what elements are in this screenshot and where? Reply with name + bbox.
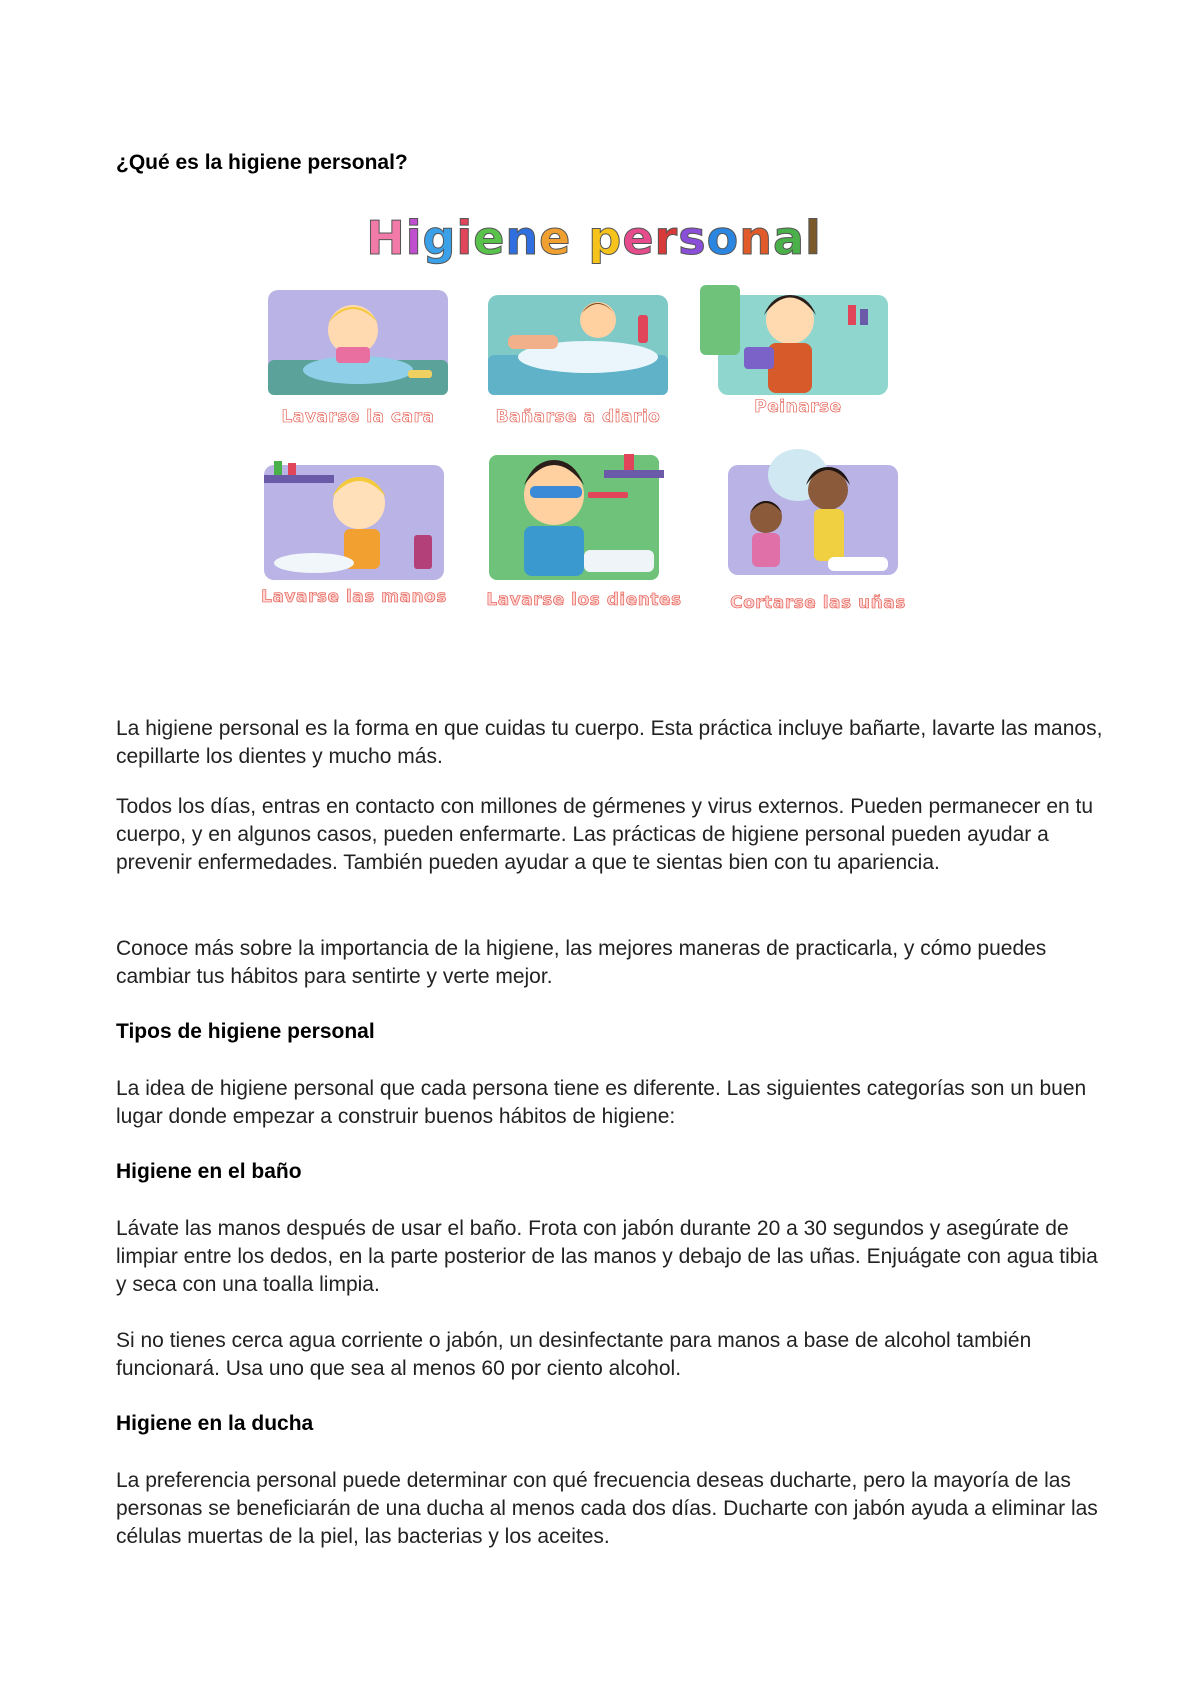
title-letter: e	[473, 211, 506, 265]
shower-paragraph: La preferencia personal puede determinar con qué frecuencia deseas ducharte, pero la mayoría de las personas se beneficiarán de una ducha al menos cada dos días. Ducharte con jabón ayuda a eliminar las células muertas de la piel, las bacterias y los aceites.	[116, 1469, 1098, 1548]
teeth-brushing-icon	[484, 440, 684, 585]
intro-paragraph-3: Conoce más sobre la importancia de la higiene, las mejores maneras de practicarla, y cómo puedes cambiar tus hábitos para sentirte y verte mejor.	[116, 937, 1047, 988]
panel-bathing	[478, 285, 678, 427]
heading-shower: Higiene en la ducha	[116, 1412, 314, 1435]
hygiene-illustration	[234, 205, 944, 645]
bath-paragraph-2: Si no tienes cerca agua corriente o jabón, un desinfectante para manos a base de alcohol también funcionará. Usa uno que sea al menos 60 por ciento alcohol.	[116, 1329, 1032, 1380]
caption-bath: Bañarse a diario	[495, 407, 661, 427]
heading-bath: Higiene en el baño	[116, 1160, 302, 1183]
title-letter: i	[405, 211, 423, 265]
title-letter: o	[706, 211, 740, 265]
title-letter: l	[805, 211, 822, 265]
caption-nails: Cortarse las uñas	[730, 593, 906, 613]
caption-face: Lavarse la cara	[281, 407, 435, 427]
intro-paragraph-2: Todos los días, entras en contacto con millones de gérmenes y virus externos. Pueden permanecer en tu cuerpo, y en algunos casos, pueden enfermarte. Las prácticas de higiene personal pueden ayudar a prevenir enfermedades. También pueden ayudar a que te sientas bien con tu apariencia.	[116, 795, 1094, 874]
illustration-title	[354, 209, 834, 267]
title-letter: e	[622, 211, 655, 265]
title-letter: n	[505, 211, 540, 265]
face-washing-icon	[258, 285, 458, 405]
heading-types: Tipos de higiene personal	[116, 1020, 375, 1043]
bath-paragraph-1: Lávate las manos después de usar el baño. Frota con jabón durante 20 a 30 segundos y asegúrate de limpiar entre los dedos, en la parte posterior de las manos y debajo de las uñas. Enjuágate con agua tibia y seca con una toalla limpia.	[116, 1217, 1098, 1296]
title-letter: n	[739, 211, 773, 265]
title-letter: H	[366, 211, 406, 265]
types-paragraph: La idea de higiene personal que cada persona tiene es diferente. Las siguientes categorías son un buen lugar donde empezar a construir buenos hábitos de higiene:	[116, 1077, 1087, 1128]
intro-paragraph-1: La higiene personal es la forma en que cuidas tu cuerpo. Esta práctica incluye bañarte, lavarte las manos, cepillarte los dientes y mucho más.	[116, 717, 1103, 768]
panel-hair-combing	[698, 275, 898, 417]
title-letter: e	[539, 211, 572, 265]
title-letter: a	[772, 211, 805, 265]
panel-nail-cutting	[718, 445, 918, 613]
page-title: ¿Qué es la higiene personal?	[116, 151, 408, 174]
hair-combing-icon	[698, 275, 898, 405]
title-letter: s	[678, 211, 707, 265]
hand-washing-icon	[254, 455, 454, 585]
caption-comb: Peinarse	[754, 397, 842, 417]
panel-face-washing	[258, 285, 458, 427]
title-letter	[571, 211, 588, 265]
caption-hands: Lavarse las manos	[261, 587, 447, 607]
title-letter: p	[588, 211, 623, 265]
nail-cutting-icon	[718, 445, 918, 585]
panel-hand-washing	[254, 455, 454, 607]
title-letter: i	[456, 211, 474, 265]
panel-teeth-brushing	[484, 440, 684, 610]
title-letter: g	[422, 211, 457, 265]
caption-teeth: Lavarse los dientes	[486, 590, 682, 610]
title-letter: r	[654, 211, 679, 265]
bathing-icon	[478, 285, 678, 405]
